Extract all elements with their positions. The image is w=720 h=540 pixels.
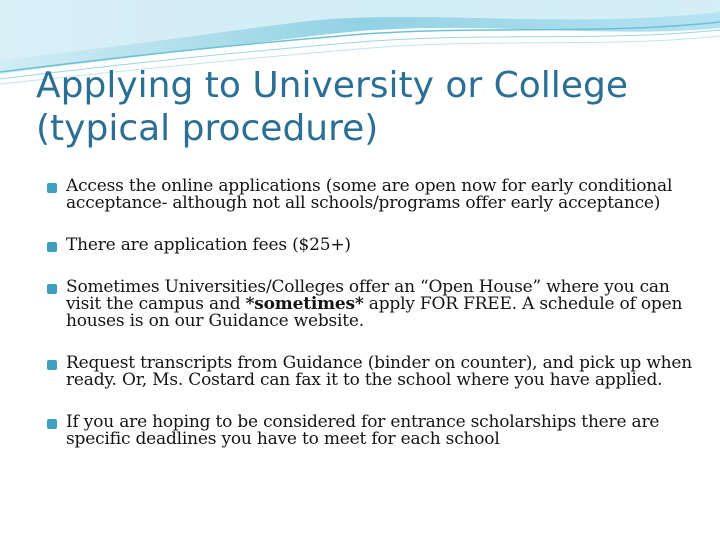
bullet-item-application-fees xyxy=(45,237,695,254)
bullet-item-open-house xyxy=(45,279,695,330)
bullet-text: Request transcripts from Guidance (binder on counter), and pick up when ready. Or, Ms. Costard can fax it to the school where you have applied. xyxy=(66,353,693,390)
bullet-text-bold: *sometimes* xyxy=(245,294,364,314)
slide-title-line2: (typical procedure) xyxy=(36,108,379,149)
bullet-square-icon xyxy=(47,360,57,370)
bullet-square-icon xyxy=(47,419,57,429)
bullet-list xyxy=(45,172,695,448)
bullet-text: Access the online applications (some are open now for early conditional acceptance- although not all schools/programs offer early acceptance) xyxy=(66,176,673,213)
bullet-text-after: apply FOR FREE. A schedule of open houses is on our Guidance website. xyxy=(66,294,683,331)
bullet-item-online-applications xyxy=(45,178,695,212)
bullet-square-icon xyxy=(47,242,57,252)
slide-title-line1: Applying to University or College xyxy=(36,65,628,106)
bullet-text: If you are hoping to be considered for entrance scholarships there are specific deadlines you have to meet for each school xyxy=(66,412,660,449)
bullet-text-before: Sometimes Universities/Colleges offer an “Open House” where you can visit the campus and xyxy=(66,277,670,314)
bullet-square-icon xyxy=(47,284,57,294)
bullet-square-icon xyxy=(47,183,57,193)
bullet-item-scholarships xyxy=(45,414,695,448)
bullet-item-transcripts xyxy=(45,355,695,389)
slide-title xyxy=(36,64,696,150)
bullet-text: There are application fees ($25+) xyxy=(66,235,351,255)
